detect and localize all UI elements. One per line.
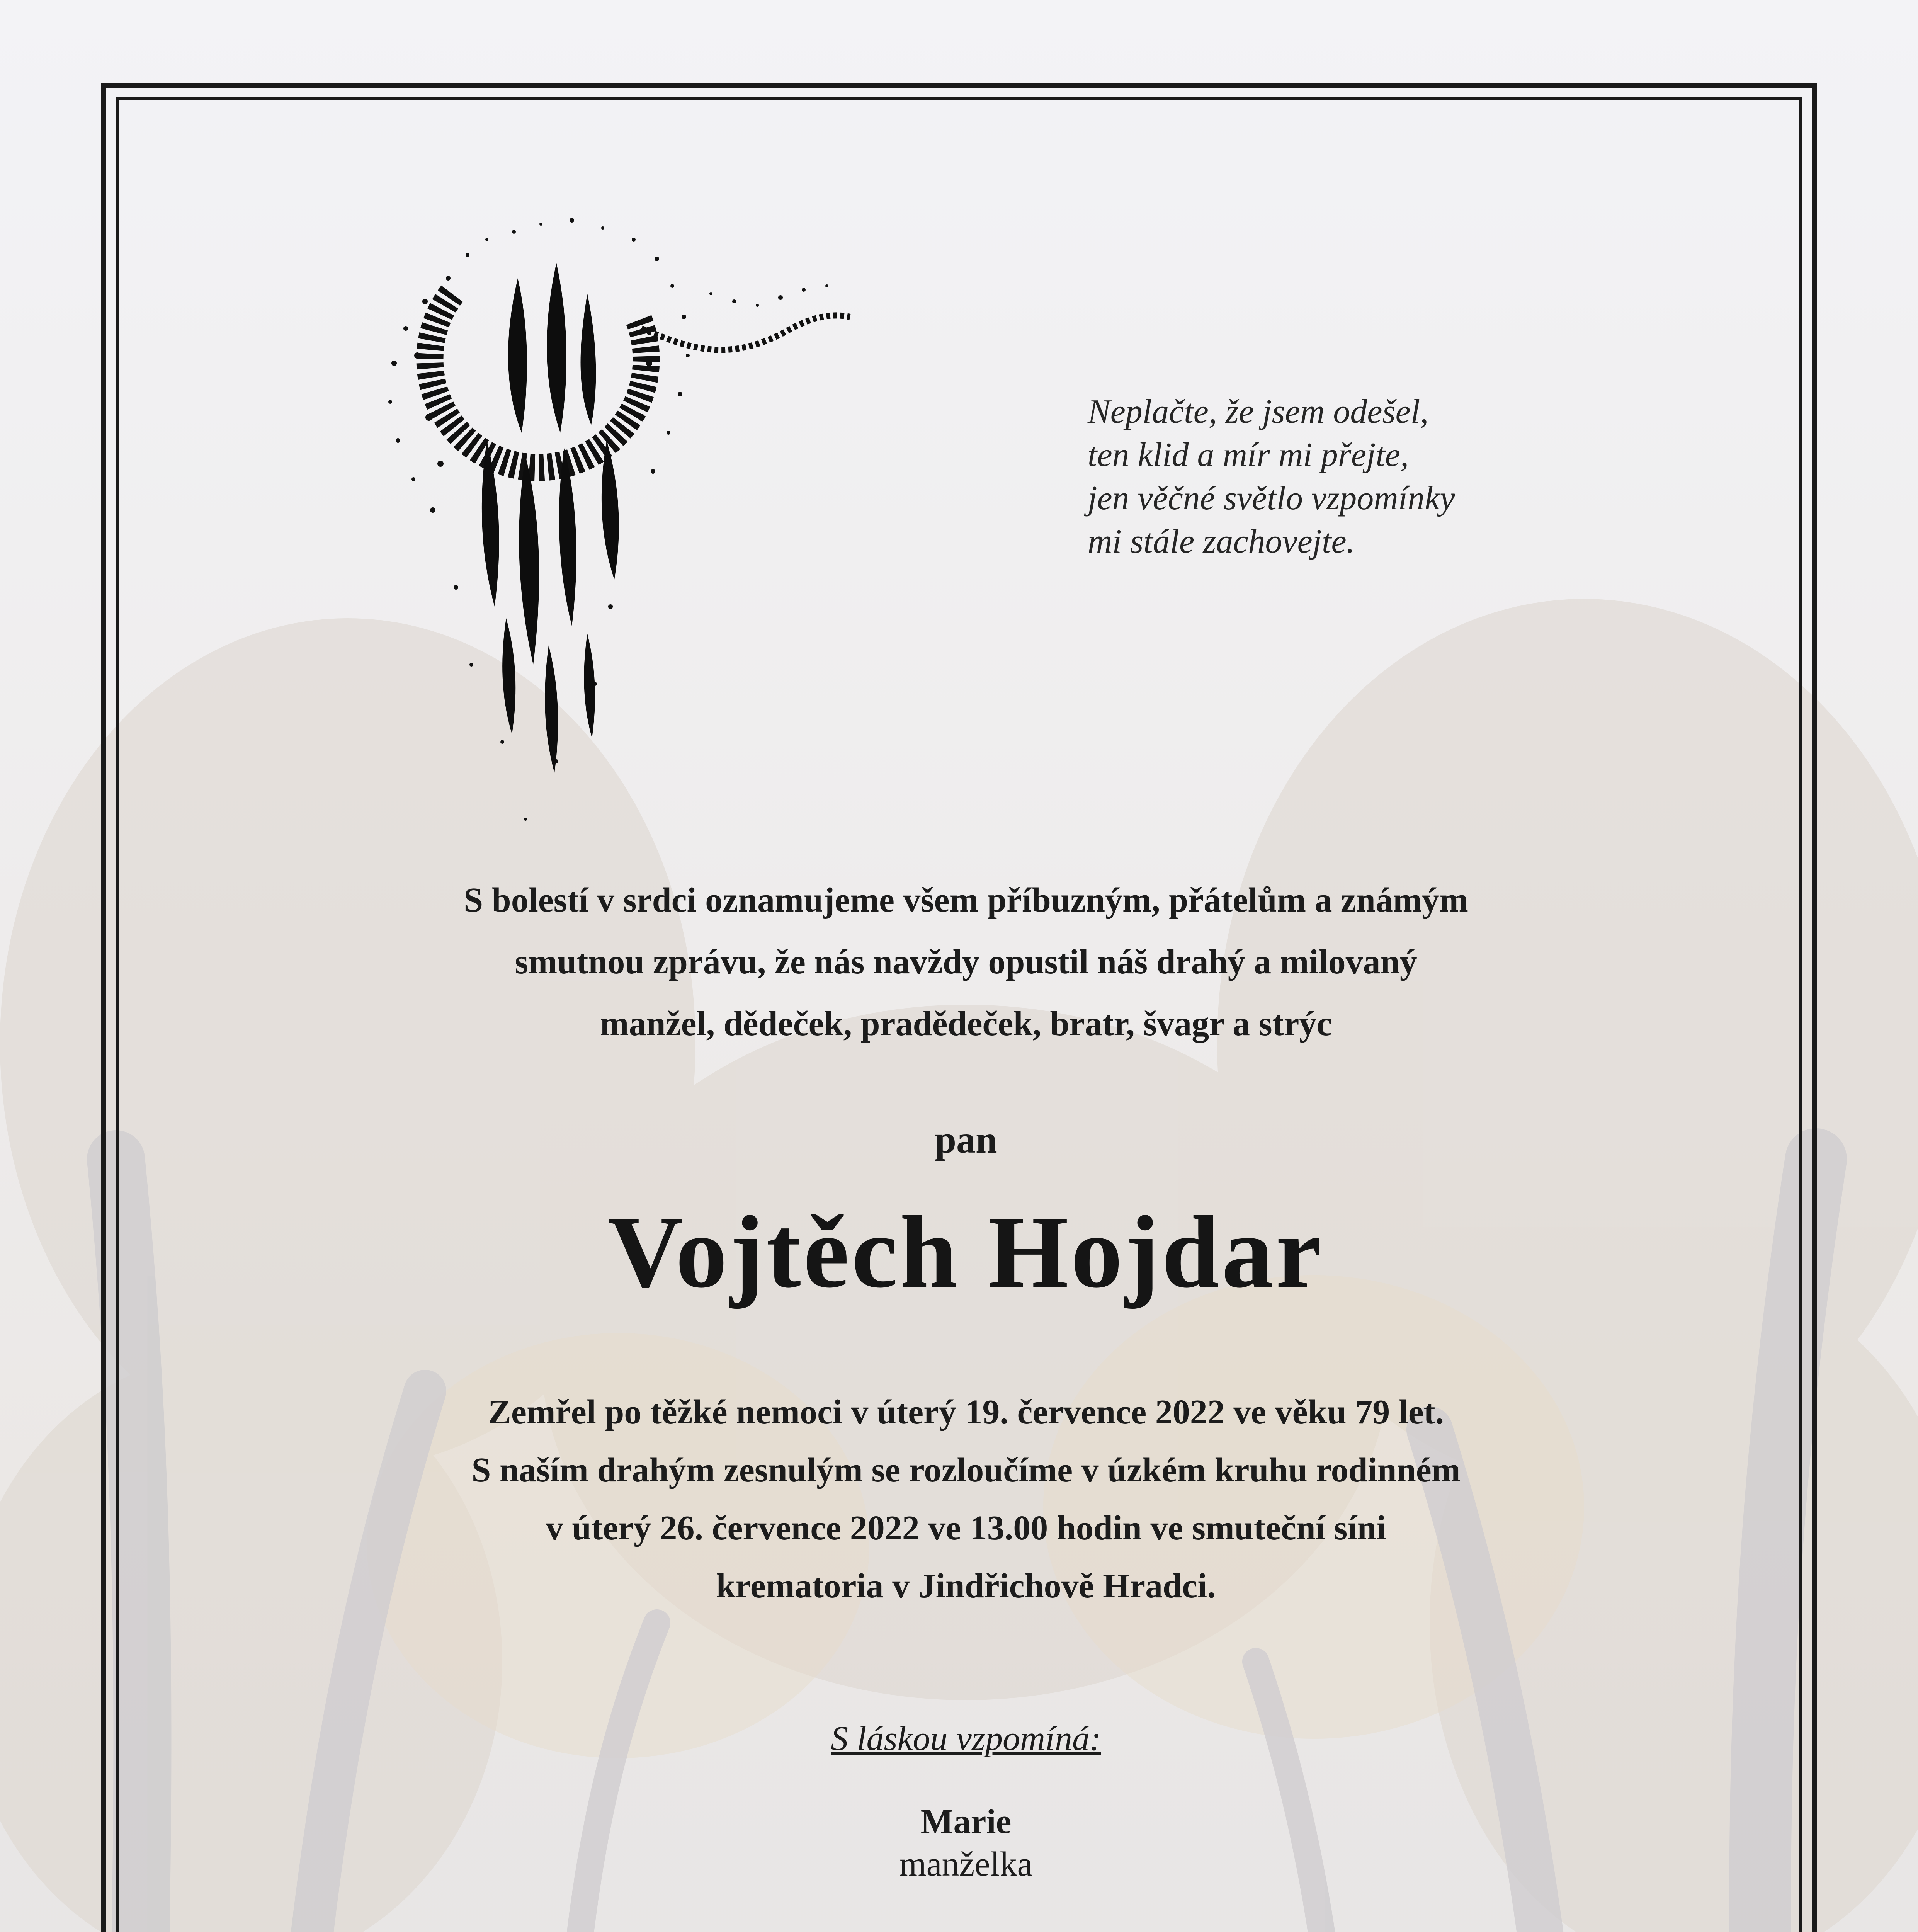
announcement-line: S bolestí v srdci oznamujeme všem příbuzným, přátelům a známým [464, 881, 1468, 919]
mourners-heading: S láskou vzpomíná: [831, 1719, 1101, 1758]
death-details [270, 1383, 1661, 1615]
announcement-line: manžel, dědeček, pradědeček, bratr, švagr a strýc [600, 1005, 1332, 1043]
salutation: pan [935, 1118, 997, 1161]
death-line: v úterý 26. července 2022 ve 13.00 hodin ve smuteční síni [546, 1509, 1386, 1547]
deceased-name: Vojtěch Hojdar [608, 1194, 1324, 1309]
candle-flame-illustration [340, 201, 881, 858]
announcement-text [309, 869, 1623, 1055]
verse-line: jen věčné světlo vzpomínky [1088, 480, 1455, 517]
verse-line: mi stále zachovejte. [1088, 523, 1355, 560]
death-line: Zemřel po těžké nemoci v úterý 19. července 2022 ve věku 79 let. [488, 1393, 1444, 1431]
announcement-line: smutnou zprávu, že nás navždy opustil náš drahý a milovaný [515, 943, 1417, 981]
verse-line: ten klid a mír mi přejte, [1088, 436, 1409, 474]
death-line: S naším drahým zesnulým se rozloučíme v úzkém kruhu rodinném [471, 1451, 1461, 1489]
verse-poem [1088, 390, 1590, 563]
mourners-family [618, 1928, 1314, 1932]
death-line: krematoria v Jindřichově Hradci. [716, 1567, 1216, 1605]
verse-line: Neplačte, že jsem odešel, [1088, 393, 1429, 430]
mourner-name: Marie [920, 1803, 1012, 1841]
mourner-relation: manželka [899, 1845, 1033, 1883]
